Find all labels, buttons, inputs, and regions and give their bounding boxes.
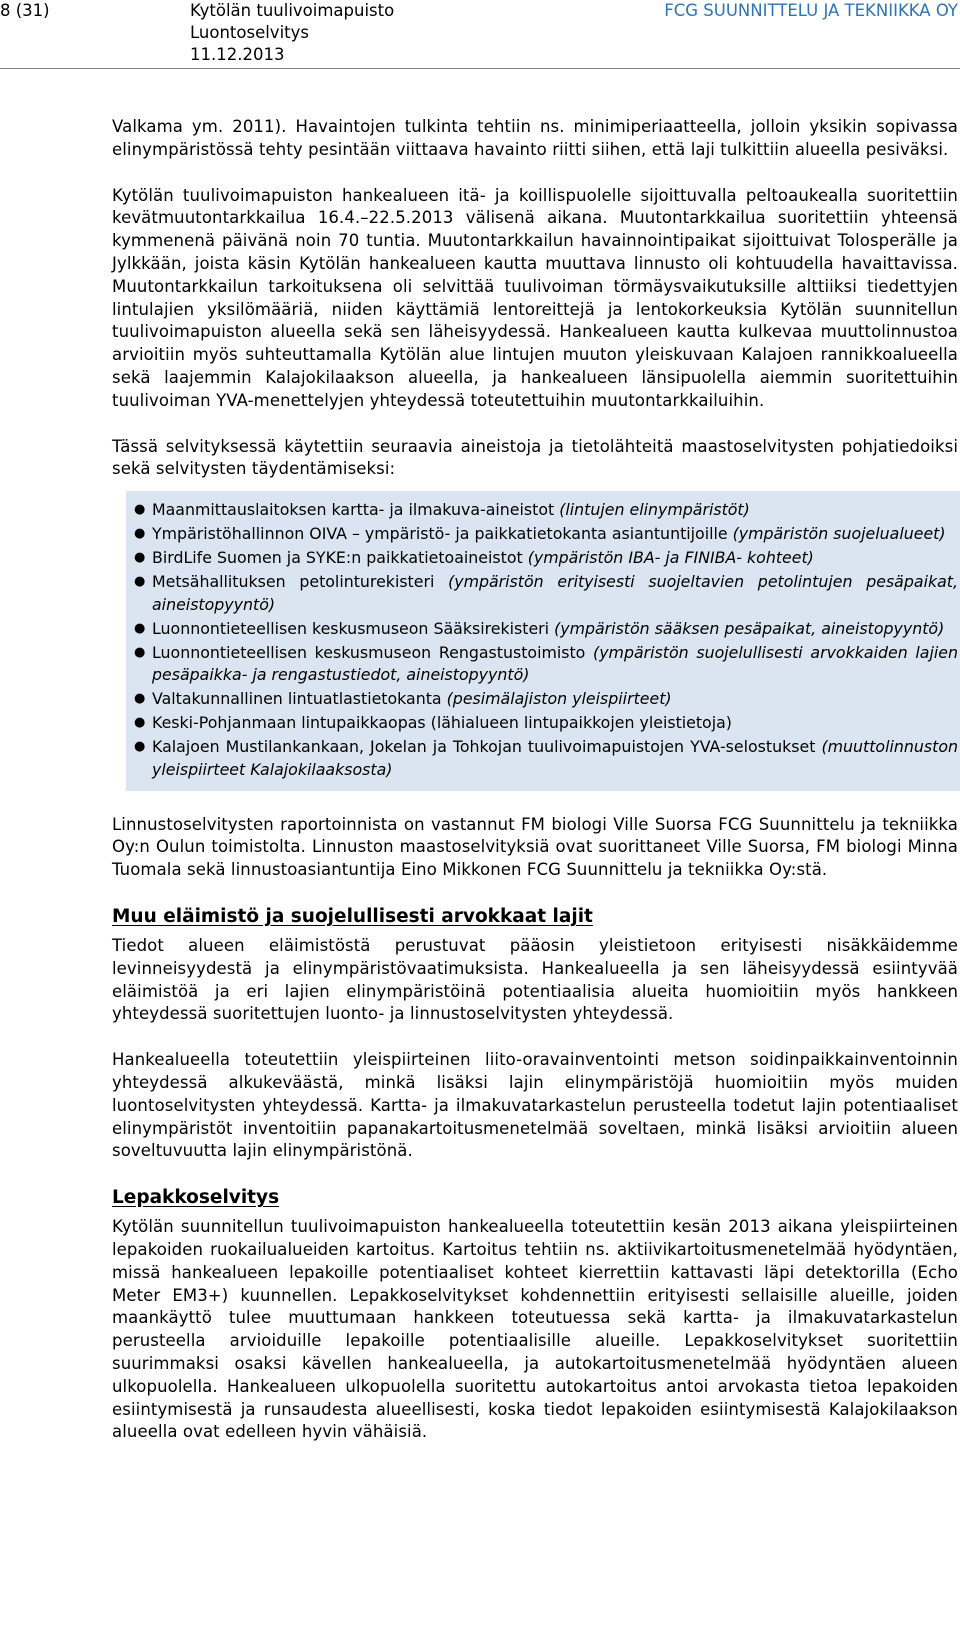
bullet-icon: ● (134, 550, 146, 566)
section-heading-other-fauna: Muu eläimistö ja suojelullisesti arvokkaat lajit (112, 906, 593, 928)
company-name: FCG SUUNNITTELU JA TEKNIIKKA OY (664, 1, 958, 20)
bullet-icon: ● (134, 502, 146, 518)
source-list-item (126, 523, 960, 546)
source-name: Valtakunnallinen lintuatlastietokanta (152, 689, 447, 709)
source-note: (pesimälajiston yleispiirteet) (446, 689, 672, 709)
page-number: 8 (31) (0, 1, 50, 20)
source-list-item (126, 736, 960, 781)
document-date: 11.12.2013 (190, 45, 285, 64)
source-list-item (126, 642, 960, 687)
source-list-item (126, 712, 960, 735)
bullet-icon: ● (134, 526, 146, 542)
paragraph-migration-monitoring: Kytölän tuulivoimapuiston hankealueen itä- ja koillispuolelle sijoittuvalla peltoaukealla suoritettiin kevätmuutontarkkailua 16.4.–22.5.2013 välisenä aikana. Muutontarkkailua suoritettiin yhteensä kymmenenä päivänä noin 70 tuntia. Muutontarkkailun havainnointipaikat sijoittuivat Tolosperälle ja Jylkkään, joista käsin Kytölän hankealueen kautta muuttava linnusto oli kohtuudella havaittavissa. Muutontarkkailun tarkoituksena oli selvittää tuulivoiman törmäysvaikutuksille alttiiksi tiedettyjen lintulajien yksilömääriä, niiden käyttämiä lentoreittejä ja lentokorkeuksia Kytölän suunnitellun tuulivoimapuiston alueella sekä sen läheisyydessä. Hankealueen kautta kulkevaa muuttolinnustoa arvioitiin myös suhteuttamalla Kytölän alue lintujen muuton yleiskuvaan Kalajoen rannikkoalueella sekä laajemmin Kalajokilaakson alueella, ja hankealueen länsipuolella aiemmin suoritettuihin tuulivoiman YVA-menettelyjen yhteydessä toteutettuihin muutontarkkailuihin. (112, 185, 958, 410)
paragraph-method-interpretation: Valkama ym. 2011). Havaintojen tulkinta tehtiin ns. minimiperiaatteella, jolloin yksikin sopivassa elinympäristössä tehty pesintään viittaava havainto riitti siihen, että laji tulkittiin alueella pesiväksi. (112, 117, 958, 159)
bullet-icon: ● (134, 644, 146, 660)
bullet-icon: ● (134, 739, 146, 755)
source-name: Keski-Pohjanmaan lintupaikkaopas (lähialueen lintupaikkojen yleistietoja) (152, 713, 732, 733)
source-note: (lintujen elinympäristöt) (559, 500, 750, 520)
source-name: Luonnontieteellisen keskusmuseon Rengastustoimisto (152, 642, 594, 662)
source-note: (muuttolinnuston yleispiirteet Kalajokilaaksosta) (152, 737, 958, 779)
source-list-item (126, 499, 960, 522)
paragraph-bat-survey: Kytölän suunnitellun tuulivoimapuiston hankealueella toteutettiin kesän 2013 aikana yleispiirteinen lepakoiden ruokailualueiden kartoitus. Kartoitus tehtiin ns. aktiivikartoitusmenetelmää hyödyntäen, missä hankealueen lepakoille potentiaaliset kohteet kierrettiin kattavasti läpi detektorilla (Echo Meter EM3+) kuunnellen. Lepakkoselvitykset kohdennettiin erityisesti sellaisille alueille, joiden maankäyttö tulee muuttumaan hankkeen toteutuessa sekä kartta- ja ilmakuvatarkastelun perusteella arvioiduille lepakoille potentiaalisille alueille. Lepakkoselvitykset suoritettiin suurimmaksi osaksi kävellen hankealueella, ja autokartoitusmenetelmää hyödyntäen alueen ulkopuolella. Hankealueen ulkopuolella suoritettu autokartoitus antoi arvokasta tietoa lepakoiden esiintymisestä ja runsaudesta alueellisesti, koska tiedot lepakoiden esiintymisestä Kalajokilaakson alueella ovat edelleen hyvin vähäisiä. (112, 1217, 958, 1442)
source-note: (ympäristön suojelualueet) (732, 524, 946, 544)
bullet-icon: ● (134, 574, 146, 590)
paragraph-sources-intro: Tässä selvityksessä käytettiin seuraavia aineistoja ja tietolähteitä maastoselvitysten pohjatiedoiksi sekä selvitysten täydentämiseksi: (112, 436, 958, 479)
source-note: (ympäristön sääksen pesäpaikat, aineistopyyntö) (554, 618, 945, 638)
paragraph-fauna-info: Tiedot alueen eläimistöstä perustuvat pääosin yleistietoon erityisesti nisäkkäidemme levinneisyydestä ja elinympäristövaatimuksista. Hankealueella ja sen läheisyydessä esiintyvää eläimistöä ja eri lajien elinympäristöinä potentiaalisia alueita huomioitiin myös hankkeen yhteydessä suoritettujen luonto- ja linnustoselvitysten yhteydessä. (112, 936, 958, 1024)
source-list-item (126, 688, 960, 711)
source-name: BirdLife Suomen ja SYKE:n paikkatietoaineistot (152, 548, 528, 568)
source-name: Luonnontieteellisen keskusmuseon Sääksirekisteri (152, 618, 555, 638)
source-name: Maanmittauslaitoksen kartta- ja ilmakuva-aineistot (152, 500, 560, 520)
bullet-icon: ● (134, 691, 146, 707)
source-name: Metsähallituksen petolinturekisteri (152, 572, 449, 592)
source-list-item (126, 571, 960, 616)
header-divider (0, 68, 960, 69)
bullet-icon: ● (134, 620, 146, 636)
document-body (112, 116, 958, 1444)
document-title: Kytölän tuulivoimapuisto (190, 1, 395, 20)
page-header (0, 0, 960, 70)
document-subtitle: Luontoselvitys (190, 23, 309, 42)
source-list-item (126, 547, 960, 570)
source-name: Ympäristöhallinnon OIVA – ympäristö- ja paikkatietokanta asiantuntijoille (152, 524, 733, 544)
source-note: (ympäristön suojelullisesti arvokkaiden lajien pesäpaikka- ja rengastustiedot, aineistopyyntö) (152, 642, 958, 685)
source-list-item (126, 618, 960, 641)
source-note: (ympäristön erityisesti suojeltavien petolintujen pesäpaikat, aineistopyyntö) (152, 572, 959, 614)
source-name: Kalajoen Mustilankankaan, Jokelan ja Tohkojan tuulivoimapuistojen YVA-selostukset (152, 737, 822, 757)
sources-list (126, 491, 960, 791)
paragraph-reporting: Linnustoselvitysten raportoinnista on vastannut FM biologi Ville Suorsa FCG Suunnittelu ja tekniikka Oy:n Oulun toimistolta. Linnuston maastoselvityksiä ovat suorittaneet Ville Suorsa, FM biologi Minna Tuomala sekä linnustoasiantuntija Eino Mikkonen FCG Suunnittelu ja tekniikka Oy:stä. (112, 814, 958, 880)
source-note: (ympäristön IBA- ja FINIBA- kohteet) (527, 548, 814, 568)
section-heading-bat-survey: Lepakkoselvitys (112, 1187, 280, 1209)
bullet-icon: ● (134, 715, 146, 731)
paragraph-flying-squirrel: Hankealueella toteutettiin yleispiirteinen liito-oravainventointi metson soidinpaikkainventoinnin yhteydessä alkukeväästä, minkä lisäksi lajin elinympäristöjä huomioitiin myös muiden luontoselvitysten yhteydessä. Kartta- ja ilmakuvatarkastelun perusteella todetut lajin potentiaaliset elinympäristöt inventoitiin papanakartoitusmenetelmää soveltaen, minkä lisäksi arvioitiin alueen soveltuvuutta lajin elinympäristönä. (112, 1050, 958, 1161)
